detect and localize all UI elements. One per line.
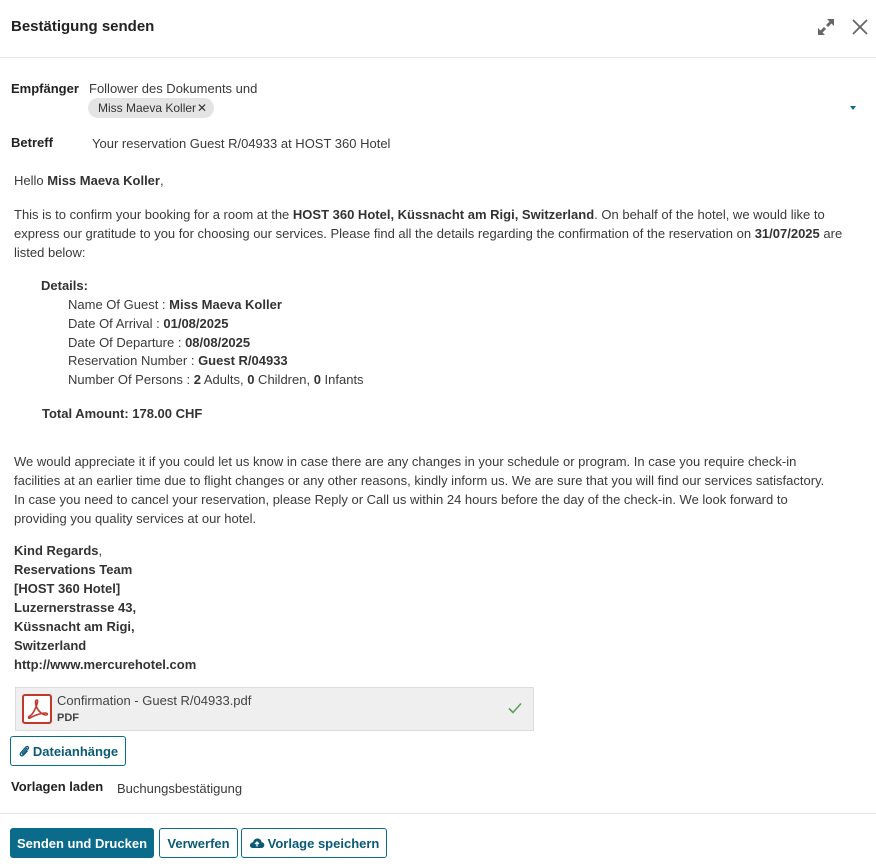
template-select[interactable]: Buchungsbestätigung — [117, 781, 243, 796]
recipient-tag[interactable] — [88, 98, 214, 118]
pdf-icon — [22, 694, 52, 724]
detail-value: 08/08/2025 — [185, 335, 251, 350]
save-template-button[interactable] — [241, 828, 387, 858]
detail-label: Date Of Arrival : — [68, 316, 164, 331]
subject-input[interactable]: Your reservation Guest R/04933 at HOST 360 Hotel — [92, 136, 391, 151]
detail-value: Guest R/04933 — [198, 353, 288, 368]
signature-first: Kind Regards — [14, 543, 99, 558]
infants-count: 0 — [313, 372, 321, 387]
detail-row — [68, 295, 282, 314]
dialog-header — [0, 0, 876, 58]
children-label: Children, — [254, 372, 314, 387]
close-icon[interactable] — [850, 17, 870, 37]
paperclip-icon — [18, 744, 30, 758]
attachments-button-label: Dateianhänge — [32, 743, 119, 759]
p1-date: 31/07/2025 — [754, 226, 820, 241]
detail-row — [68, 333, 250, 352]
children-count: 0 — [247, 372, 255, 387]
attachments-button[interactable] — [10, 736, 126, 766]
template-label: Vorlagen laden — [11, 779, 104, 794]
dialog-title: Bestätigung senden — [11, 18, 155, 35]
confirmation-paragraph[interactable] — [14, 205, 844, 262]
p1-text-c: are listed below: — [14, 226, 843, 260]
save-template-button-label: Vorlage speichern — [267, 835, 380, 851]
recipients-label: Empfänger — [11, 81, 79, 96]
discard-button[interactable]: Verwerfen — [159, 828, 238, 858]
greeting[interactable] — [14, 171, 854, 190]
p1-place: Küssnacht am Rigi, Switzerland — [397, 207, 595, 222]
detail-value: 01/08/2025 — [163, 316, 229, 331]
remove-recipient-icon[interactable]: ✕ — [197, 101, 208, 115]
detail-label: Reservation Number : — [68, 353, 199, 368]
infants-label: Infants — [320, 372, 364, 387]
footer-divider — [0, 813, 876, 814]
details-heading: Details: — [41, 278, 88, 293]
greeting-name: Miss Maeva Koller — [47, 173, 160, 188]
attachment-card[interactable] — [15, 687, 534, 731]
signature-line: Küssnacht am Rigi, — [14, 619, 135, 634]
greeting-suffix: , — [159, 173, 164, 188]
cloud-upload-icon — [249, 837, 265, 849]
check-icon — [507, 700, 523, 716]
p1-text-a: This is to confirm your booking for a room at the — [14, 207, 293, 222]
send-print-button[interactable]: Senden und Drucken — [10, 828, 154, 858]
persons-label: Number Of Persons : — [68, 372, 194, 387]
adults-count: 2 — [193, 372, 201, 387]
signature-url: http://www.mercurehotel.com — [14, 657, 197, 672]
signature-line: Luzernerstrasse 43, — [14, 600, 137, 615]
closing-paragraph[interactable]: We would appreciate it if you could let us know in case there are any changes in your schedule or program. In case you require check-in facilities at an earlier time due to flight changes or any other reasons, kindly inform us. We are sure that you will find our services satisfactory. In case you need to cancel your reservation, please Reply or Call us within 24 hours before the day of the check-in. We look forward to providing you quality services at our hotel. — [14, 454, 825, 526]
recipients-dropdown-caret-icon[interactable] — [850, 106, 856, 110]
greeting-prefix: Hello — [14, 173, 48, 188]
detail-row — [68, 314, 228, 333]
p1-text-b: . On behalf of the hotel, we would like to express our gratitude to you for choosing our services. Please find all the details regarding the confirmation of the reservation on — [14, 207, 825, 241]
recipient-tag-label: Miss Maeva Koller — [98, 101, 197, 115]
signature-line: Reservations Team — [14, 562, 133, 577]
adults-label: Adults, — [200, 372, 248, 387]
p1-hotel: HOST 360 Hotel — [292, 207, 391, 222]
detail-row-persons — [68, 370, 364, 389]
signature[interactable] — [14, 541, 196, 674]
total-amount: Total Amount: 178.00 CHF — [42, 406, 203, 421]
signature-line: Switzerland — [14, 638, 87, 653]
signature-line — [14, 541, 196, 560]
detail-value: Miss Maeva Koller — [169, 297, 282, 312]
signature-comma: , — [98, 543, 103, 558]
detail-label: Name Of Guest : — [68, 297, 170, 312]
detail-label: Date Of Departure : — [68, 335, 186, 350]
signature-line: [HOST 360 Hotel] — [14, 581, 121, 596]
attachment-type: PDF — [57, 712, 79, 724]
expand-icon[interactable] — [816, 17, 836, 37]
recipients-intro: Follower des Dokuments und — [89, 81, 258, 96]
p1-sep: , — [390, 207, 398, 222]
detail-row — [68, 351, 288, 370]
subject-label: Betreff — [11, 135, 53, 150]
attachment-name: Confirmation - Guest R/04933.pdf — [57, 693, 252, 708]
